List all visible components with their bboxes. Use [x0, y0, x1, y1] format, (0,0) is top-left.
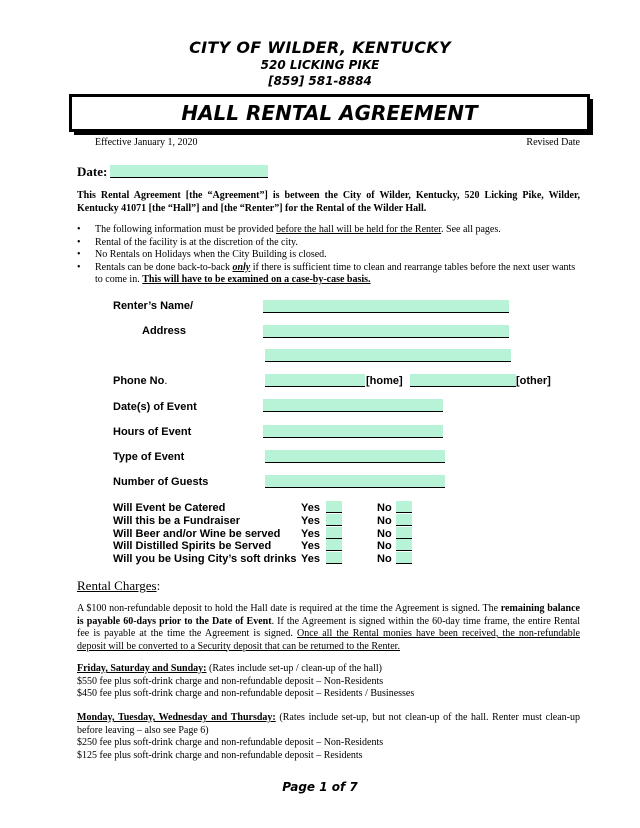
renter-name-field[interactable] — [263, 300, 509, 313]
spirits-no-field[interactable] — [396, 539, 412, 551]
catered-yes-field[interactable] — [326, 501, 342, 513]
home-phone-field[interactable] — [265, 374, 365, 387]
no-label: No — [377, 515, 392, 527]
renter-name-label: Renter’s Name/ — [113, 300, 194, 312]
document-title-box — [70, 95, 589, 131]
beer-wine-no-field[interactable] — [396, 527, 412, 539]
effective-date: Effective January 1, 2020 — [95, 137, 198, 148]
spirits-yes-field[interactable] — [326, 539, 342, 551]
event-hours-label: Hours of Event — [113, 426, 192, 438]
address-field-1[interactable] — [263, 325, 509, 338]
soft-drinks-no-field[interactable] — [396, 552, 412, 564]
beer-wine-yes-field[interactable] — [326, 527, 342, 539]
list-item: • The following information must be provided before the hall will be held for the Renter. See all pages. — [77, 224, 580, 237]
question-fundraiser: Will this be a Fundraiser — [113, 515, 241, 527]
fundraiser-no-field[interactable] — [396, 514, 412, 526]
event-type-label: Type of Event — [113, 451, 185, 463]
phone-label: Phone No. — [113, 375, 168, 387]
other-phone-label: [other] — [516, 375, 551, 387]
date-label: Date: — [77, 164, 108, 179]
no-label: No — [377, 540, 392, 552]
fundraiser-yes-field[interactable] — [326, 514, 342, 526]
other-phone-field[interactable] — [410, 374, 516, 387]
revised-date: Revised Date — [526, 137, 580, 148]
page-number: Page 1 of 7 — [282, 780, 358, 794]
address-field-2[interactable] — [265, 349, 511, 362]
guest-count-field[interactable] — [265, 475, 445, 488]
no-label: No — [377, 528, 392, 540]
address-label: Address — [142, 325, 187, 337]
yes-label: Yes — [301, 528, 320, 540]
question-soft-drinks: Will you be Using City’s soft drinks — [113, 553, 297, 565]
city-name: CITY OF WILDER, KENTUCKY — [189, 38, 451, 57]
no-label: No — [377, 553, 392, 565]
date-field[interactable] — [110, 165, 268, 178]
yes-label: Yes — [301, 502, 320, 514]
event-type-field[interactable] — [265, 450, 445, 463]
guest-count-label: Number of Guests — [113, 476, 209, 488]
list-item: • Rentals can be done back-to-back only if there is sufficient time to clean and rearrange tables before the next user wants to come in. This will have to be examined on a case-by-case basis. — [77, 262, 580, 287]
home-phone-label: [home] — [366, 375, 403, 387]
city-phone: [859] 581-8884 — [268, 74, 372, 88]
list-item: • Rental of the facility is at the discretion of the city. — [77, 237, 580, 250]
event-dates-field[interactable] — [263, 399, 443, 412]
document-title: HALL RENTAL AGREEMENT — [181, 101, 478, 125]
yes-label: Yes — [301, 540, 320, 552]
rental-charges-heading: Rental Charges: — [77, 578, 161, 593]
event-dates-label: Date(s) of Event — [113, 401, 197, 413]
catered-no-field[interactable] — [396, 501, 412, 513]
bullet-list — [77, 224, 580, 287]
list-item: • No Rentals on Holidays when the City Building is closed. — [77, 249, 580, 262]
intro-paragraph: This Rental Agreement [the “Agreement”] is between the City of Wilder, Kentucky, 520 Licking Pike, Wilder, Kentucky 41071 [the “Hall”] and [the “Renter”] for the Rental of the Wilder Hall. — [77, 190, 580, 214]
weekend-rates: Friday, Saturday and Sunday: (Rates include set-up / clean-up of the hall) $550 fee plus soft-drink charge and non-refundable deposit – Non-Residents $450 fee plus soft-drink charge and non-refundable deposit – Residents / Businesses — [77, 663, 415, 699]
question-spirits: Will Distilled Spirits be Served — [113, 540, 272, 552]
deposit-paragraph: A $100 non-refundable deposit to hold the Hall date is required at the time the Agreement is signed. The remaining balance is payable 60-days prior to the Date of Event. If the Agreement is signed within the 60-day time frame, the entire Rental fee is payable at the time the Agreement is signed. Once all the Rental monies have been received, the non-refundable deposit will be converted to a Security deposit that can be returned to the Renter. — [77, 603, 581, 652]
event-hours-field[interactable] — [263, 425, 443, 438]
no-label: No — [377, 502, 392, 514]
yes-label: Yes — [301, 515, 320, 527]
weekday-rates: Monday, Tuesday, Wednesday and Thursday: (Rates include set-up, but not clean-up of the hall. Renter must clean-up before leaving – also see Page 6) $250 fee plus soft-drink charge and non-refundable deposit – Non-Residents $125 fee plus soft-drink charge and non-refundable deposit – Residents — [77, 712, 580, 761]
soft-drinks-yes-field[interactable] — [326, 552, 342, 564]
yes-label: Yes — [301, 553, 320, 565]
question-beer-wine: Will Beer and/or Wine be served — [113, 528, 281, 540]
question-catered: Will Event be Catered — [113, 502, 226, 514]
city-address: 520 LICKING PIKE — [260, 58, 380, 72]
